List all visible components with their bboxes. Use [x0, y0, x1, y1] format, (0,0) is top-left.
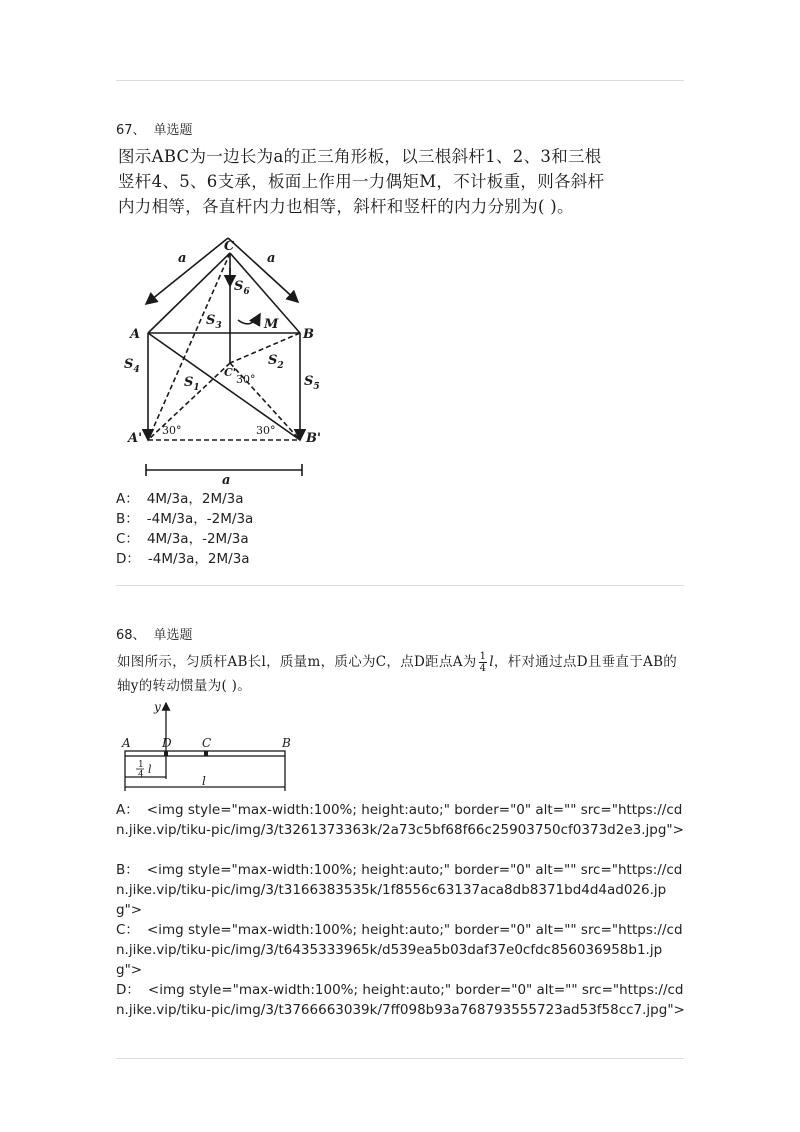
q68-header	[116, 624, 201, 643]
q68-option-c[interactable]	[116, 920, 688, 980]
option-text: -4M/3a，-2M/3a	[146, 511, 254, 527]
option-label: B：	[116, 511, 139, 527]
frac-den: 4	[479, 663, 487, 674]
fig-label-C: C	[224, 239, 235, 254]
separator-bottom	[116, 1058, 684, 1059]
fig-label-B-prime: B'	[306, 431, 321, 446]
fig-label-S3: $S_3$	[206, 313, 222, 331]
fig-label-C-prime: C'	[224, 366, 237, 379]
q68-stem-line	[117, 650, 689, 674]
q68-stem	[117, 650, 689, 698]
fig-label-A-prime: A'	[128, 431, 143, 446]
q67-stem-line: 图示ABC为一边长为a的正三角形板，以三根斜杆1、2、3和三根	[118, 147, 602, 166]
fig68-frac-num: 1	[138, 760, 144, 770]
option-text: <img style="max-width:100%; height:auto;" border="0" alt="" src="https://cdn.jike.vip/tiku-pic/img/3/t3166383535k/1f8556c63137aca8db8371bd4d4ad026.jpg">	[116, 862, 683, 918]
q67-header	[116, 119, 201, 138]
fig-label-S4: $S_4$	[124, 357, 140, 375]
option-label: B：	[116, 862, 139, 878]
option-text: <img style="max-width:100%; height:auto;" border="0" alt="" src="https://cdn.jike.vip/tiku-pic/img/3/t6435333965k/d539ea5b03daf37e0cfdc856036958b1.jpg">	[116, 922, 683, 978]
q67-option-b[interactable]	[116, 507, 253, 527]
fig68-frac-var: l	[148, 763, 152, 776]
q67-stem-line: 内力相等，各直杆内力也相等，斜杆和竖杆的内力分别为( )。	[118, 197, 574, 216]
fig-angle-a: 30°	[162, 424, 182, 437]
option-label: A：	[116, 802, 139, 818]
frac-var: l	[489, 654, 494, 670]
q68-stem-line: 轴y的转动惯量为( )。	[117, 678, 252, 694]
separator-middle	[116, 585, 684, 586]
fig68-frac-den: 4	[138, 770, 144, 780]
option-text: 4M/3a，-2M/3a	[146, 531, 249, 547]
option-text: 4M/3a，2M/3a	[146, 491, 244, 507]
q67-number: 67、	[116, 123, 146, 138]
fig-label-S2: $S_2$	[268, 353, 284, 371]
fig-label-B: B	[303, 327, 314, 342]
q68-option-b[interactable]	[116, 860, 688, 920]
fig-side-left: a	[178, 251, 187, 266]
q68-stem-part: ，杆对通过点D且垂直于AB的	[493, 654, 678, 670]
q68-stem-part: 如图所示，匀质杆AB长l，质量m，质心为C，点D距点A为	[117, 654, 477, 670]
separator-top	[116, 80, 684, 81]
option-label: D：	[116, 982, 140, 998]
q68-option-a[interactable]	[116, 800, 688, 840]
fig68-label-D: D	[162, 736, 172, 750]
fig68-length-l: l	[202, 774, 206, 788]
frac-num: 1	[479, 651, 487, 662]
fig68-label-C: C	[202, 736, 212, 750]
fig-side-right: a	[267, 251, 276, 266]
q68-number: 68、	[116, 628, 146, 643]
q68-option-d[interactable]	[116, 980, 688, 1020]
fig68-label-A: A	[122, 736, 131, 750]
fig-moment-M: M	[264, 317, 279, 332]
fig-label-S5: $S_5$	[304, 374, 320, 392]
q67-option-c[interactable]	[116, 527, 249, 547]
option-label: D：	[116, 551, 140, 567]
q68-stem-fraction	[479, 651, 488, 674]
fig-angle-c: 30°	[236, 373, 256, 386]
fig-angle-b: 30°	[256, 424, 276, 437]
fig-label-A: A	[130, 327, 141, 342]
fig68-label-y: y	[154, 700, 161, 714]
option-text: <img style="max-width:100%; height:auto;" border="0" alt="" src="https://cdn.jike.vip/tiku-pic/img/3/t3261373363k/2a73c5bf68f66c25903750cf0373d2e3.jpg">	[116, 802, 684, 838]
option-label: A：	[116, 491, 139, 507]
q67-stem	[118, 144, 604, 219]
option-text: -4M/3a，2M/3a	[147, 551, 250, 567]
fig-label-S1: $S_1$	[184, 375, 200, 393]
q67-figure	[116, 228, 336, 490]
q67-option-a[interactable]	[116, 487, 244, 507]
q68-type: 单选题	[153, 628, 193, 643]
option-label: C：	[116, 531, 139, 547]
fig-label-S6: $S_6$	[234, 279, 250, 297]
option-label: C：	[116, 922, 139, 938]
fig-base-length: a	[222, 473, 231, 488]
q68-figure	[116, 697, 296, 795]
q67-option-d[interactable]	[116, 547, 250, 567]
fig68-label-B: B	[282, 736, 291, 750]
q67-type: 单选题	[153, 123, 193, 138]
option-text: <img style="max-width:100%; height:auto;" border="0" alt="" src="https://cdn.jike.vip/tiku-pic/img/3/t3766663039k/7ff098b93a768793555723ad53f58cc7.jpg">	[116, 982, 685, 1018]
q67-stem-line: 竖杆4、5、6支承，板面上作用一力偶矩M，不计板重，则各斜杆	[118, 172, 605, 191]
